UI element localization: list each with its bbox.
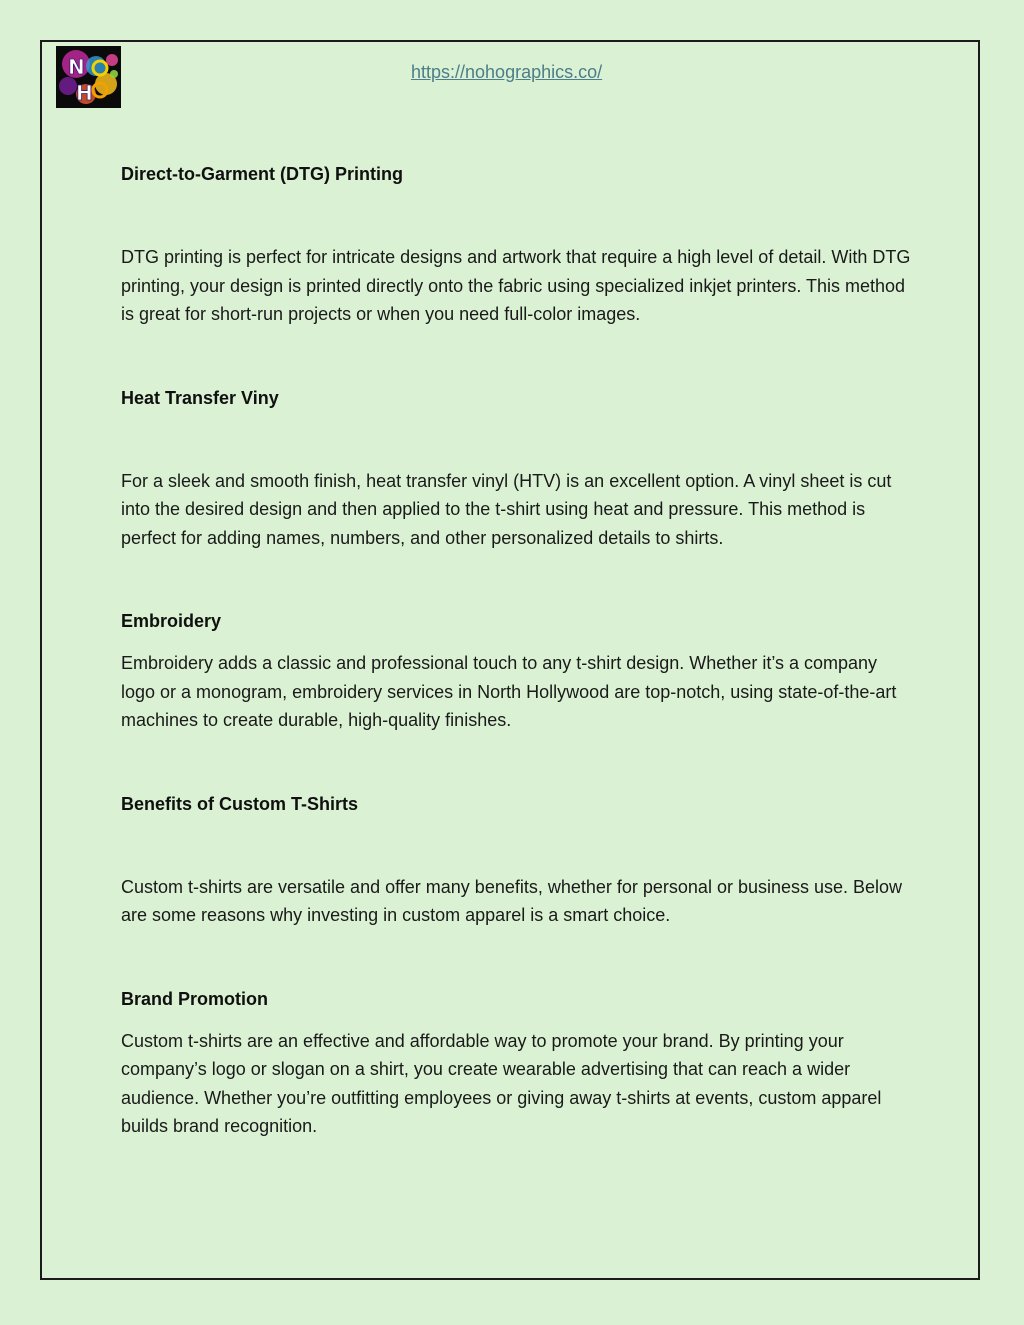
noho-logo[interactable]: [56, 46, 121, 108]
section-heading-dtg: Direct-to-Garment (DTG) Printing: [121, 164, 403, 184]
svg-text:H: H: [76, 81, 93, 105]
section-body-dtg: DTG printing is perfect for intricate designs and artwork that require a high level of detail. With DTG printing, your design is printed directly onto the fabric using specialized inkjet printers. This method is great for short-run projects or when you need full-color images.: [121, 247, 911, 324]
section-body-embroidery: Embroidery adds a classic and professional touch to any t-shirt design. Whether it’s a company logo or a monogram, embroidery services in North Hollywood are top-notch, using state-of-the-art machines to create durable, high-quality finishes.: [121, 653, 897, 730]
document-body: [121, 160, 911, 1141]
section-heading-brand-promotion: Brand Promotion: [121, 988, 268, 1009]
section-heading-embroidery: Embroidery: [121, 611, 222, 631]
section-body-brand-promotion: Custom t-shirts are an effective and affordable way to promote your brand. By printing your company’s logo or slogan on a shirt, you create wearable advertising that can reach a wider audience. Whether you’re outfitting employees or giving away t-shirts at events, custom apparel builds brand recognition.: [121, 1030, 882, 1136]
website-link[interactable]: https://nohographics.co/: [411, 62, 603, 82]
section-heading-htv: Heat Transfer Viny: [121, 387, 279, 408]
section-body-htv: For a sleek and smooth finish, heat transfer vinyl (HTV) is an excellent option. A vinyl sheet is cut into the desired design and then applied to the t-shirt using heat and pressure. This method is perfect for adding names, numbers, and other personalized details to shirts.: [121, 470, 892, 548]
logo-graphic: [56, 46, 121, 108]
section-body-benefits: Custom t-shirts are versatile and offer many benefits, whether for personal or business use. Below are some reasons why investing in custom apparel is a smart choice.: [121, 876, 903, 925]
svg-text:N: N: [68, 55, 85, 79]
section-heading-benefits: Benefits of Custom T-Shirts: [121, 793, 359, 814]
